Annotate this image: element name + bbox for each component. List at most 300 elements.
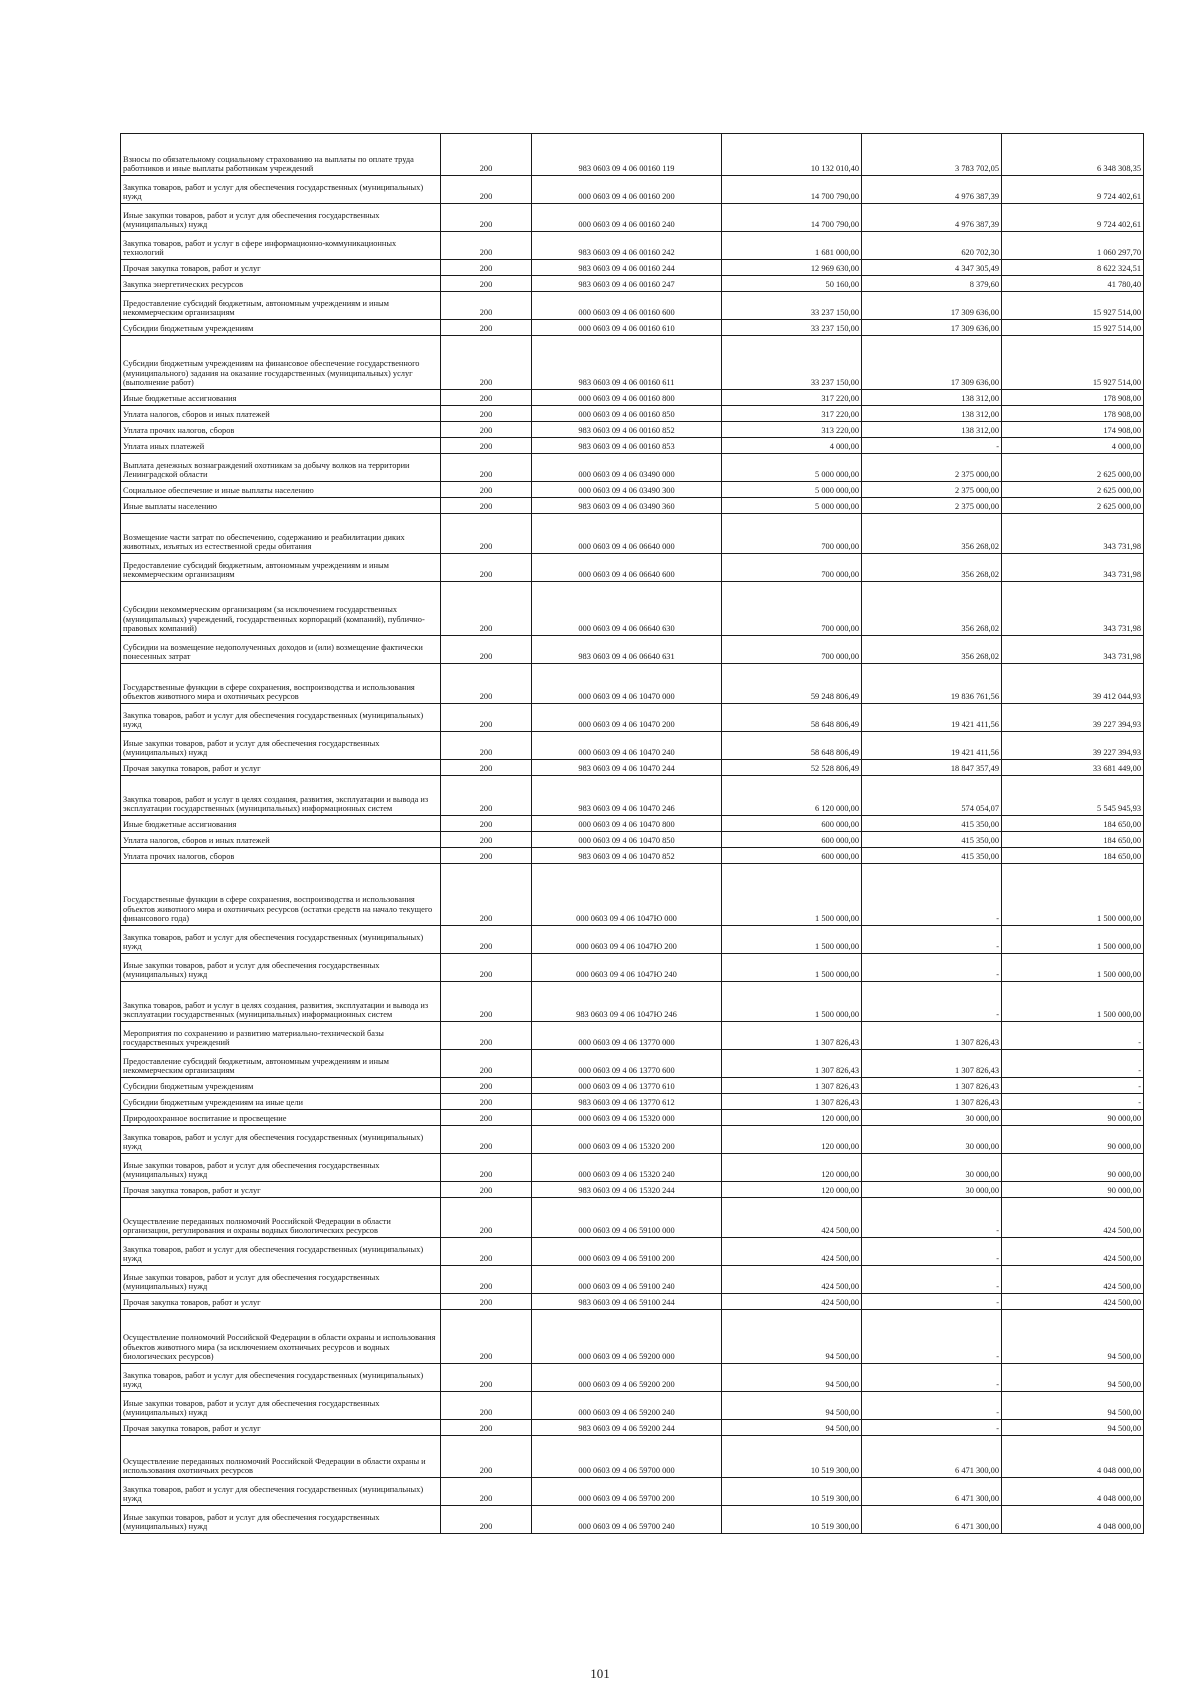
row-unexecuted-amount-cell: 90 000,00 (1002, 1182, 1144, 1198)
row-classification-code-cell: 983 0603 09 4 06 00160 852 (532, 422, 722, 438)
row-name-cell: Прочая закупка товаров, работ и услуг (121, 260, 441, 276)
row-unexecuted-amount-cell: 15 927 514,00 (1002, 336, 1144, 390)
table-row (121, 498, 1144, 514)
row-line-code-cell: 200 (441, 390, 532, 406)
row-name-cell: Осуществление переданных полномочий Российской Федерации в области охраны и использования охотничьих ресурсов (121, 1436, 441, 1478)
row-approved-amount-cell: 6 120 000,00 (722, 776, 862, 816)
row-line-code-cell: 200 (441, 336, 532, 390)
table-row (121, 514, 1144, 554)
row-name-cell: Иные закупки товаров, работ и услуг для обеспечения государственных (муниципальных) нужд (121, 1506, 441, 1534)
table-row (121, 438, 1144, 454)
row-unexecuted-amount-cell: 4 000,00 (1002, 438, 1144, 454)
row-unexecuted-amount-cell: 1 500 000,00 (1002, 926, 1144, 954)
row-line-code-cell: 200 (441, 1420, 532, 1436)
table-row (121, 864, 1144, 926)
row-executed-amount-cell: - (862, 954, 1002, 982)
row-classification-code-cell: 000 0603 09 4 06 00160 240 (532, 204, 722, 232)
row-name-cell: Социальное обеспечение и иные выплаты населению (121, 482, 441, 498)
row-unexecuted-amount-cell: 6 348 308,35 (1002, 134, 1144, 176)
row-unexecuted-amount-cell: - (1002, 1050, 1144, 1078)
row-name-cell: Прочая закупка товаров, работ и услуг (121, 1182, 441, 1198)
row-name-cell: Предоставление субсидий бюджетным, автономным учреждениям и иным некоммерческим организациям (121, 1050, 441, 1078)
row-classification-code-cell: 983 0603 09 4 06 15320 244 (532, 1182, 722, 1198)
row-line-code-cell: 200 (441, 554, 532, 582)
row-name-cell: Уплата прочих налогов, сборов (121, 848, 441, 864)
row-unexecuted-amount-cell: 90 000,00 (1002, 1110, 1144, 1126)
table-row (121, 406, 1144, 422)
row-executed-amount-cell: - (862, 1392, 1002, 1420)
row-classification-code-cell: 983 0603 09 4 06 13770 612 (532, 1094, 722, 1110)
table-row (121, 926, 1144, 954)
row-classification-code-cell: 983 0603 09 4 06 59200 244 (532, 1420, 722, 1436)
row-approved-amount-cell: 424 500,00 (722, 1266, 862, 1294)
row-line-code-cell: 200 (441, 320, 532, 336)
row-approved-amount-cell: 600 000,00 (722, 848, 862, 864)
row-executed-amount-cell: 138 312,00 (862, 390, 1002, 406)
row-executed-amount-cell: 19 421 411,56 (862, 732, 1002, 760)
row-approved-amount-cell: 14 700 790,00 (722, 204, 862, 232)
table-row (121, 1506, 1144, 1534)
row-classification-code-cell: 000 0603 09 4 06 10470 800 (532, 816, 722, 832)
row-name-cell: Иные бюджетные ассигнования (121, 816, 441, 832)
row-executed-amount-cell: 138 312,00 (862, 406, 1002, 422)
table-row (121, 554, 1144, 582)
row-line-code-cell: 200 (441, 204, 532, 232)
row-approved-amount-cell: 12 969 630,00 (722, 260, 862, 276)
row-classification-code-cell: 983 0603 09 4 06 00160 611 (532, 336, 722, 390)
row-name-cell: Уплата налогов, сборов и иных платежей (121, 832, 441, 848)
row-approved-amount-cell: 59 248 806,49 (722, 664, 862, 704)
row-approved-amount-cell: 10 519 300,00 (722, 1436, 862, 1478)
row-executed-amount-cell: 356 268,02 (862, 554, 1002, 582)
row-approved-amount-cell: 700 000,00 (722, 636, 862, 664)
table-row (121, 176, 1144, 204)
row-line-code-cell: 200 (441, 260, 532, 276)
table-row (121, 1182, 1144, 1198)
row-name-cell: Субсидии на возмещение недополученных доходов и (или) возмещение фактически понесенных затрат (121, 636, 441, 664)
row-approved-amount-cell: 10 519 300,00 (722, 1506, 862, 1534)
row-classification-code-cell: 000 0603 09 4 06 15320 000 (532, 1110, 722, 1126)
row-classification-code-cell: 000 0603 09 4 06 00160 600 (532, 292, 722, 320)
row-name-cell: Иные закупки товаров, работ и услуг для обеспечения государственных (муниципальных) нужд (121, 1154, 441, 1182)
row-name-cell: Иные закупки товаров, работ и услуг для обеспечения государственных (муниципальных) нужд (121, 204, 441, 232)
table-row (121, 1094, 1144, 1110)
row-approved-amount-cell: 1 500 000,00 (722, 926, 862, 954)
row-unexecuted-amount-cell: 94 500,00 (1002, 1392, 1144, 1420)
row-unexecuted-amount-cell: 184 650,00 (1002, 832, 1144, 848)
table-row (121, 848, 1144, 864)
row-unexecuted-amount-cell: 39 227 394,93 (1002, 704, 1144, 732)
row-executed-amount-cell: 574 054,07 (862, 776, 1002, 816)
row-name-cell: Закупка товаров, работ и услуг для обеспечения государственных (муниципальных) нужд (121, 1238, 441, 1266)
table-row (121, 832, 1144, 848)
row-line-code-cell: 200 (441, 1310, 532, 1364)
row-unexecuted-amount-cell: 8 622 324,51 (1002, 260, 1144, 276)
row-name-cell: Выплата денежных вознаграждений охотникам за добычу волков на территории Ленинградской области (121, 454, 441, 482)
row-classification-code-cell: 000 0603 09 4 06 59200 240 (532, 1392, 722, 1420)
row-classification-code-cell: 983 0603 09 4 06 00160 244 (532, 260, 722, 276)
row-line-code-cell: 200 (441, 582, 532, 636)
row-line-code-cell: 200 (441, 1182, 532, 1198)
row-approved-amount-cell: 700 000,00 (722, 582, 862, 636)
table-row (121, 1198, 1144, 1238)
row-line-code-cell: 200 (441, 1294, 532, 1310)
row-classification-code-cell: 000 0603 09 4 06 10470 200 (532, 704, 722, 732)
row-name-cell: Закупка товаров, работ и услуг для обеспечения государственных (муниципальных) нужд (121, 1364, 441, 1392)
row-name-cell: Иные закупки товаров, работ и услуг для обеспечения государственных (муниципальных) нужд (121, 954, 441, 982)
row-executed-amount-cell: - (862, 864, 1002, 926)
row-classification-code-cell: 000 0603 09 4 06 10470 850 (532, 832, 722, 848)
row-unexecuted-amount-cell: 343 731,98 (1002, 554, 1144, 582)
row-approved-amount-cell: 58 648 806,49 (722, 732, 862, 760)
row-executed-amount-cell: 19 836 761,56 (862, 664, 1002, 704)
row-name-cell: Предоставление субсидий бюджетным, автономным учреждениям и иным некоммерческим организациям (121, 292, 441, 320)
row-unexecuted-amount-cell: 424 500,00 (1002, 1238, 1144, 1266)
row-unexecuted-amount-cell: 9 724 402,61 (1002, 176, 1144, 204)
row-unexecuted-amount-cell: - (1002, 1078, 1144, 1094)
row-approved-amount-cell: 58 648 806,49 (722, 704, 862, 732)
table-row (121, 1364, 1144, 1392)
row-line-code-cell: 200 (441, 732, 532, 760)
row-line-code-cell: 200 (441, 848, 532, 864)
row-approved-amount-cell: 600 000,00 (722, 832, 862, 848)
table-row (121, 1126, 1144, 1154)
row-approved-amount-cell: 120 000,00 (722, 1110, 862, 1126)
row-line-code-cell: 200 (441, 276, 532, 292)
row-executed-amount-cell: - (862, 1266, 1002, 1294)
row-classification-code-cell: 983 0603 09 4 06 00160 119 (532, 134, 722, 176)
row-line-code-cell: 200 (441, 232, 532, 260)
row-approved-amount-cell: 120 000,00 (722, 1126, 862, 1154)
page-number: 101 (590, 1666, 610, 1681)
row-unexecuted-amount-cell: 424 500,00 (1002, 1266, 1144, 1294)
row-line-code-cell: 200 (441, 438, 532, 454)
row-classification-code-cell: 983 0603 09 4 06 10470 244 (532, 760, 722, 776)
row-classification-code-cell: 000 0603 09 4 06 10470 240 (532, 732, 722, 760)
row-classification-code-cell: 000 0603 09 4 06 1047Ю 240 (532, 954, 722, 982)
row-approved-amount-cell: 424 500,00 (722, 1294, 862, 1310)
row-line-code-cell: 200 (441, 1392, 532, 1420)
table-row (121, 954, 1144, 982)
row-name-cell: Уплата прочих налогов, сборов (121, 422, 441, 438)
row-approved-amount-cell: 1 307 826,43 (722, 1022, 862, 1050)
row-line-code-cell: 200 (441, 1022, 532, 1050)
row-name-cell: Закупка товаров, работ и услуг в сфере информационно-коммуникационных технологий (121, 232, 441, 260)
row-executed-amount-cell: 1 307 826,43 (862, 1094, 1002, 1110)
row-line-code-cell: 200 (441, 664, 532, 704)
row-classification-code-cell: 000 0603 09 4 06 13770 000 (532, 1022, 722, 1050)
row-unexecuted-amount-cell: 15 927 514,00 (1002, 292, 1144, 320)
row-approved-amount-cell: 317 220,00 (722, 390, 862, 406)
row-name-cell: Субсидии бюджетным учреждениям на финансовое обеспечение государственного (муниципального) задания на оказание государственных (муниципальных) услуг (выполнение работ) (121, 336, 441, 390)
table-row (121, 1478, 1144, 1506)
row-executed-amount-cell: 4 347 305,49 (862, 260, 1002, 276)
table-row (121, 1392, 1144, 1420)
row-classification-code-cell: 983 0603 09 4 06 00160 242 (532, 232, 722, 260)
table-row (121, 636, 1144, 664)
row-name-cell: Мероприятия по сохранению и развитию материально-технической базы государственных учреждений (121, 1022, 441, 1050)
row-unexecuted-amount-cell: 424 500,00 (1002, 1294, 1144, 1310)
row-name-cell: Иные закупки товаров, работ и услуг для обеспечения государственных (муниципальных) нужд (121, 732, 441, 760)
row-name-cell: Субсидии бюджетным учреждениям на иные цели (121, 1094, 441, 1110)
row-unexecuted-amount-cell: 1 500 000,00 (1002, 982, 1144, 1022)
row-classification-code-cell: 000 0603 09 4 06 13770 610 (532, 1078, 722, 1094)
row-name-cell: Возмещение части затрат по обеспечению, содержанию и реабилитации диких животных, изъятых из естественной среды обитания (121, 514, 441, 554)
row-executed-amount-cell: - (862, 982, 1002, 1022)
row-name-cell: Закупка товаров, работ и услуг для обеспечения государственных (муниципальных) нужд (121, 704, 441, 732)
table-row (121, 816, 1144, 832)
row-executed-amount-cell: 6 471 300,00 (862, 1506, 1002, 1534)
row-approved-amount-cell: 5 000 000,00 (722, 498, 862, 514)
row-classification-code-cell: 000 0603 09 4 06 00160 800 (532, 390, 722, 406)
row-name-cell: Прочая закупка товаров, работ и услуг (121, 760, 441, 776)
row-executed-amount-cell: 415 350,00 (862, 816, 1002, 832)
table-row (121, 1050, 1144, 1078)
row-executed-amount-cell: - (862, 1198, 1002, 1238)
row-classification-code-cell: 000 0603 09 4 06 00160 610 (532, 320, 722, 336)
row-executed-amount-cell: 30 000,00 (862, 1126, 1002, 1154)
row-classification-code-cell: 000 0603 09 4 06 1047Ю 200 (532, 926, 722, 954)
row-executed-amount-cell: 415 350,00 (862, 848, 1002, 864)
row-executed-amount-cell: 17 309 636,00 (862, 292, 1002, 320)
row-unexecuted-amount-cell: 9 724 402,61 (1002, 204, 1144, 232)
row-unexecuted-amount-cell: 39 412 044,93 (1002, 664, 1144, 704)
table-row (121, 390, 1144, 406)
row-approved-amount-cell: 50 160,00 (722, 276, 862, 292)
row-classification-code-cell: 000 0603 09 4 06 03490 000 (532, 454, 722, 482)
row-line-code-cell: 200 (441, 832, 532, 848)
row-unexecuted-amount-cell: 39 227 394,93 (1002, 732, 1144, 760)
row-classification-code-cell: 000 0603 09 4 06 03490 300 (532, 482, 722, 498)
row-unexecuted-amount-cell: 94 500,00 (1002, 1364, 1144, 1392)
row-line-code-cell: 200 (441, 864, 532, 926)
row-line-code-cell: 200 (441, 1506, 532, 1534)
row-line-code-cell: 200 (441, 1050, 532, 1078)
row-line-code-cell: 200 (441, 1436, 532, 1478)
table-row (121, 732, 1144, 760)
row-executed-amount-cell: 30 000,00 (862, 1182, 1002, 1198)
row-name-cell: Иные закупки товаров, работ и услуг для обеспечения государственных (муниципальных) нужд (121, 1392, 441, 1420)
row-name-cell: Закупка товаров, работ и услуг для обеспечения государственных (муниципальных) нужд (121, 926, 441, 954)
row-executed-amount-cell: 3 783 702,05 (862, 134, 1002, 176)
table-row (121, 1294, 1144, 1310)
row-classification-code-cell: 983 0603 09 4 06 10470 852 (532, 848, 722, 864)
row-approved-amount-cell: 1 307 826,43 (722, 1078, 862, 1094)
row-line-code-cell: 200 (441, 816, 532, 832)
row-executed-amount-cell: 356 268,02 (862, 514, 1002, 554)
table-row (121, 664, 1144, 704)
row-executed-amount-cell: 2 375 000,00 (862, 482, 1002, 498)
row-name-cell: Государственные функции в сфере сохранения, воспроизводства и использования объектов животного мира и охотничьих ресурсов (121, 664, 441, 704)
row-classification-code-cell: 000 0603 09 4 06 15320 200 (532, 1126, 722, 1154)
row-executed-amount-cell: 1 307 826,43 (862, 1022, 1002, 1050)
row-classification-code-cell: 000 0603 09 4 06 59200 200 (532, 1364, 722, 1392)
row-unexecuted-amount-cell: 1 500 000,00 (1002, 864, 1144, 926)
row-classification-code-cell: 983 0603 09 4 06 03490 360 (532, 498, 722, 514)
row-approved-amount-cell: 1 500 000,00 (722, 982, 862, 1022)
row-executed-amount-cell: 17 309 636,00 (862, 336, 1002, 390)
row-unexecuted-amount-cell: 178 908,00 (1002, 390, 1144, 406)
table-row (121, 292, 1144, 320)
row-unexecuted-amount-cell: 4 048 000,00 (1002, 1506, 1144, 1534)
table-row (121, 232, 1144, 260)
row-classification-code-cell: 000 0603 09 4 06 59700 200 (532, 1478, 722, 1506)
row-line-code-cell: 200 (441, 1266, 532, 1294)
row-approved-amount-cell: 94 500,00 (722, 1310, 862, 1364)
row-executed-amount-cell: 2 375 000,00 (862, 498, 1002, 514)
row-line-code-cell: 200 (441, 134, 532, 176)
row-line-code-cell: 200 (441, 704, 532, 732)
row-approved-amount-cell: 1 500 000,00 (722, 864, 862, 926)
row-approved-amount-cell: 600 000,00 (722, 816, 862, 832)
row-line-code-cell: 200 (441, 1126, 532, 1154)
row-approved-amount-cell: 10 519 300,00 (722, 1478, 862, 1506)
row-approved-amount-cell: 700 000,00 (722, 554, 862, 582)
row-unexecuted-amount-cell: 174 908,00 (1002, 422, 1144, 438)
row-name-cell: Иные бюджетные ассигнования (121, 390, 441, 406)
table-row (121, 1078, 1144, 1094)
row-line-code-cell: 200 (441, 482, 532, 498)
row-name-cell: Закупка товаров, работ и услуг в целях создания, развития, эксплуатации и вывода из эксплуатации государственных (муниципальных) информационных систем (121, 982, 441, 1022)
row-line-code-cell: 200 (441, 292, 532, 320)
row-unexecuted-amount-cell: - (1002, 1094, 1144, 1110)
row-classification-code-cell: 000 0603 09 4 06 15320 240 (532, 1154, 722, 1182)
row-classification-code-cell: 000 0603 09 4 06 00160 200 (532, 176, 722, 204)
table-row (121, 1420, 1144, 1436)
row-executed-amount-cell: 2 375 000,00 (862, 454, 1002, 482)
row-name-cell: Природоохранное воспитание и просвещение (121, 1110, 441, 1126)
row-approved-amount-cell: 14 700 790,00 (722, 176, 862, 204)
row-line-code-cell: 200 (441, 982, 532, 1022)
row-executed-amount-cell: 620 702,30 (862, 232, 1002, 260)
row-approved-amount-cell: 1 307 826,43 (722, 1094, 862, 1110)
row-unexecuted-amount-cell: 94 500,00 (1002, 1310, 1144, 1364)
row-name-cell: Осуществление переданных полномочий Российской Федерации в области организации, регулирования и охраны водных биологических ресурсов (121, 1198, 441, 1238)
row-executed-amount-cell: - (862, 1310, 1002, 1364)
row-name-cell: Взносы по обязательному социальному страхованию на выплаты по оплате труда работников и иные выплаты работникам учреждений (121, 134, 441, 176)
row-name-cell: Субсидии бюджетным учреждениям (121, 1078, 441, 1094)
row-unexecuted-amount-cell: 5 545 945,93 (1002, 776, 1144, 816)
row-executed-amount-cell: - (862, 1294, 1002, 1310)
row-unexecuted-amount-cell: 15 927 514,00 (1002, 320, 1144, 336)
row-executed-amount-cell: 6 471 300,00 (862, 1478, 1002, 1506)
row-name-cell: Закупка товаров, работ и услуг для обеспечения государственных (муниципальных) нужд (121, 1126, 441, 1154)
table-row (121, 1266, 1144, 1294)
row-executed-amount-cell: 6 471 300,00 (862, 1436, 1002, 1478)
row-line-code-cell: 200 (441, 1238, 532, 1266)
row-approved-amount-cell: 120 000,00 (722, 1182, 862, 1198)
row-unexecuted-amount-cell: 424 500,00 (1002, 1198, 1144, 1238)
row-executed-amount-cell: 8 379,60 (862, 276, 1002, 292)
row-name-cell: Иные выплаты населению (121, 498, 441, 514)
row-approved-amount-cell: 33 237 150,00 (722, 336, 862, 390)
row-unexecuted-amount-cell: 1 060 297,70 (1002, 232, 1144, 260)
row-unexecuted-amount-cell: 1 500 000,00 (1002, 954, 1144, 982)
row-executed-amount-cell: 4 976 387,39 (862, 176, 1002, 204)
row-unexecuted-amount-cell: 178 908,00 (1002, 406, 1144, 422)
row-name-cell: Прочая закупка товаров, работ и услуг (121, 1420, 441, 1436)
row-classification-code-cell: 000 0603 09 4 06 06640 630 (532, 582, 722, 636)
table-row (121, 1110, 1144, 1126)
table-row (121, 1022, 1144, 1050)
row-line-code-cell: 200 (441, 954, 532, 982)
row-name-cell: Закупка товаров, работ и услуг в целях создания, развития, эксплуатации и вывода из эксплуатации государственных (муниципальных) информационных систем (121, 776, 441, 816)
table-row (121, 582, 1144, 636)
row-approved-amount-cell: 317 220,00 (722, 406, 862, 422)
row-line-code-cell: 200 (441, 498, 532, 514)
table-row (121, 276, 1144, 292)
row-line-code-cell: 200 (441, 636, 532, 664)
budget-execution-table (120, 133, 1144, 1534)
row-line-code-cell: 200 (441, 926, 532, 954)
row-line-code-cell: 200 (441, 1478, 532, 1506)
row-name-cell: Закупка товаров, работ и услуг для обеспечения государственных (муниципальных) нужд (121, 176, 441, 204)
row-name-cell: Закупка энергетических ресурсов (121, 276, 441, 292)
row-unexecuted-amount-cell: 4 048 000,00 (1002, 1478, 1144, 1506)
row-executed-amount-cell: - (862, 926, 1002, 954)
row-executed-amount-cell: 19 421 411,56 (862, 704, 1002, 732)
row-name-cell: Предоставление субсидий бюджетным, автономным учреждениям и иным некоммерческим организациям (121, 554, 441, 582)
row-approved-amount-cell: 120 000,00 (722, 1154, 862, 1182)
row-executed-amount-cell: 30 000,00 (862, 1154, 1002, 1182)
row-line-code-cell: 200 (441, 760, 532, 776)
table-row (121, 422, 1144, 438)
row-approved-amount-cell: 94 500,00 (722, 1392, 862, 1420)
row-unexecuted-amount-cell: 343 731,98 (1002, 636, 1144, 664)
row-unexecuted-amount-cell: 41 780,40 (1002, 276, 1144, 292)
row-approved-amount-cell: 10 132 010,40 (722, 134, 862, 176)
table-row (121, 1436, 1144, 1478)
row-unexecuted-amount-cell: 343 731,98 (1002, 582, 1144, 636)
row-approved-amount-cell: 94 500,00 (722, 1364, 862, 1392)
row-classification-code-cell: 000 0603 09 4 06 59700 240 (532, 1506, 722, 1534)
row-unexecuted-amount-cell: 2 625 000,00 (1002, 498, 1144, 514)
row-unexecuted-amount-cell: 343 731,98 (1002, 514, 1144, 554)
table-row (121, 454, 1144, 482)
row-line-code-cell: 200 (441, 1364, 532, 1392)
row-classification-code-cell: 000 0603 09 4 06 10470 000 (532, 664, 722, 704)
table-row (121, 134, 1144, 176)
table-row (121, 204, 1144, 232)
row-classification-code-cell: 000 0603 09 4 06 06640 000 (532, 514, 722, 554)
row-classification-code-cell: 000 0603 09 4 06 1047Ю 000 (532, 864, 722, 926)
row-approved-amount-cell: 1 307 826,43 (722, 1050, 862, 1078)
row-name-cell: Уплата налогов, сборов и иных платежей (121, 406, 441, 422)
row-approved-amount-cell: 94 500,00 (722, 1420, 862, 1436)
row-line-code-cell: 200 (441, 176, 532, 204)
row-name-cell: Государственные функции в сфере сохранения, воспроизводства и использования объектов животного мира и охотничьих ресурсов (остатки средств на начало текущего финансового года) (121, 864, 441, 926)
row-executed-amount-cell: - (862, 1420, 1002, 1436)
row-approved-amount-cell: 313 220,00 (722, 422, 862, 438)
row-line-code-cell: 200 (441, 406, 532, 422)
row-name-cell: Закупка товаров, работ и услуг для обеспечения государственных (муниципальных) нужд (121, 1478, 441, 1506)
row-classification-code-cell: 983 0603 09 4 06 00160 247 (532, 276, 722, 292)
row-unexecuted-amount-cell: 2 625 000,00 (1002, 454, 1144, 482)
row-line-code-cell: 200 (441, 1110, 532, 1126)
table-row (121, 704, 1144, 732)
row-classification-code-cell: 000 0603 09 4 06 59700 000 (532, 1436, 722, 1478)
row-name-cell: Субсидии некоммерческим организациям (за исключением государственных (муниципальных) учреждений, государственных корпораций (компаний), публично-правовых компаний) (121, 582, 441, 636)
table-row (121, 482, 1144, 498)
row-approved-amount-cell: 33 237 150,00 (722, 292, 862, 320)
row-executed-amount-cell: - (862, 1364, 1002, 1392)
row-name-cell: Иные закупки товаров, работ и услуг для обеспечения государственных (муниципальных) нужд (121, 1266, 441, 1294)
row-unexecuted-amount-cell: 184 650,00 (1002, 816, 1144, 832)
row-line-code-cell: 200 (441, 1154, 532, 1182)
row-classification-code-cell: 000 0603 09 4 06 59100 240 (532, 1266, 722, 1294)
row-executed-amount-cell: - (862, 1238, 1002, 1266)
row-executed-amount-cell: 17 309 636,00 (862, 320, 1002, 336)
